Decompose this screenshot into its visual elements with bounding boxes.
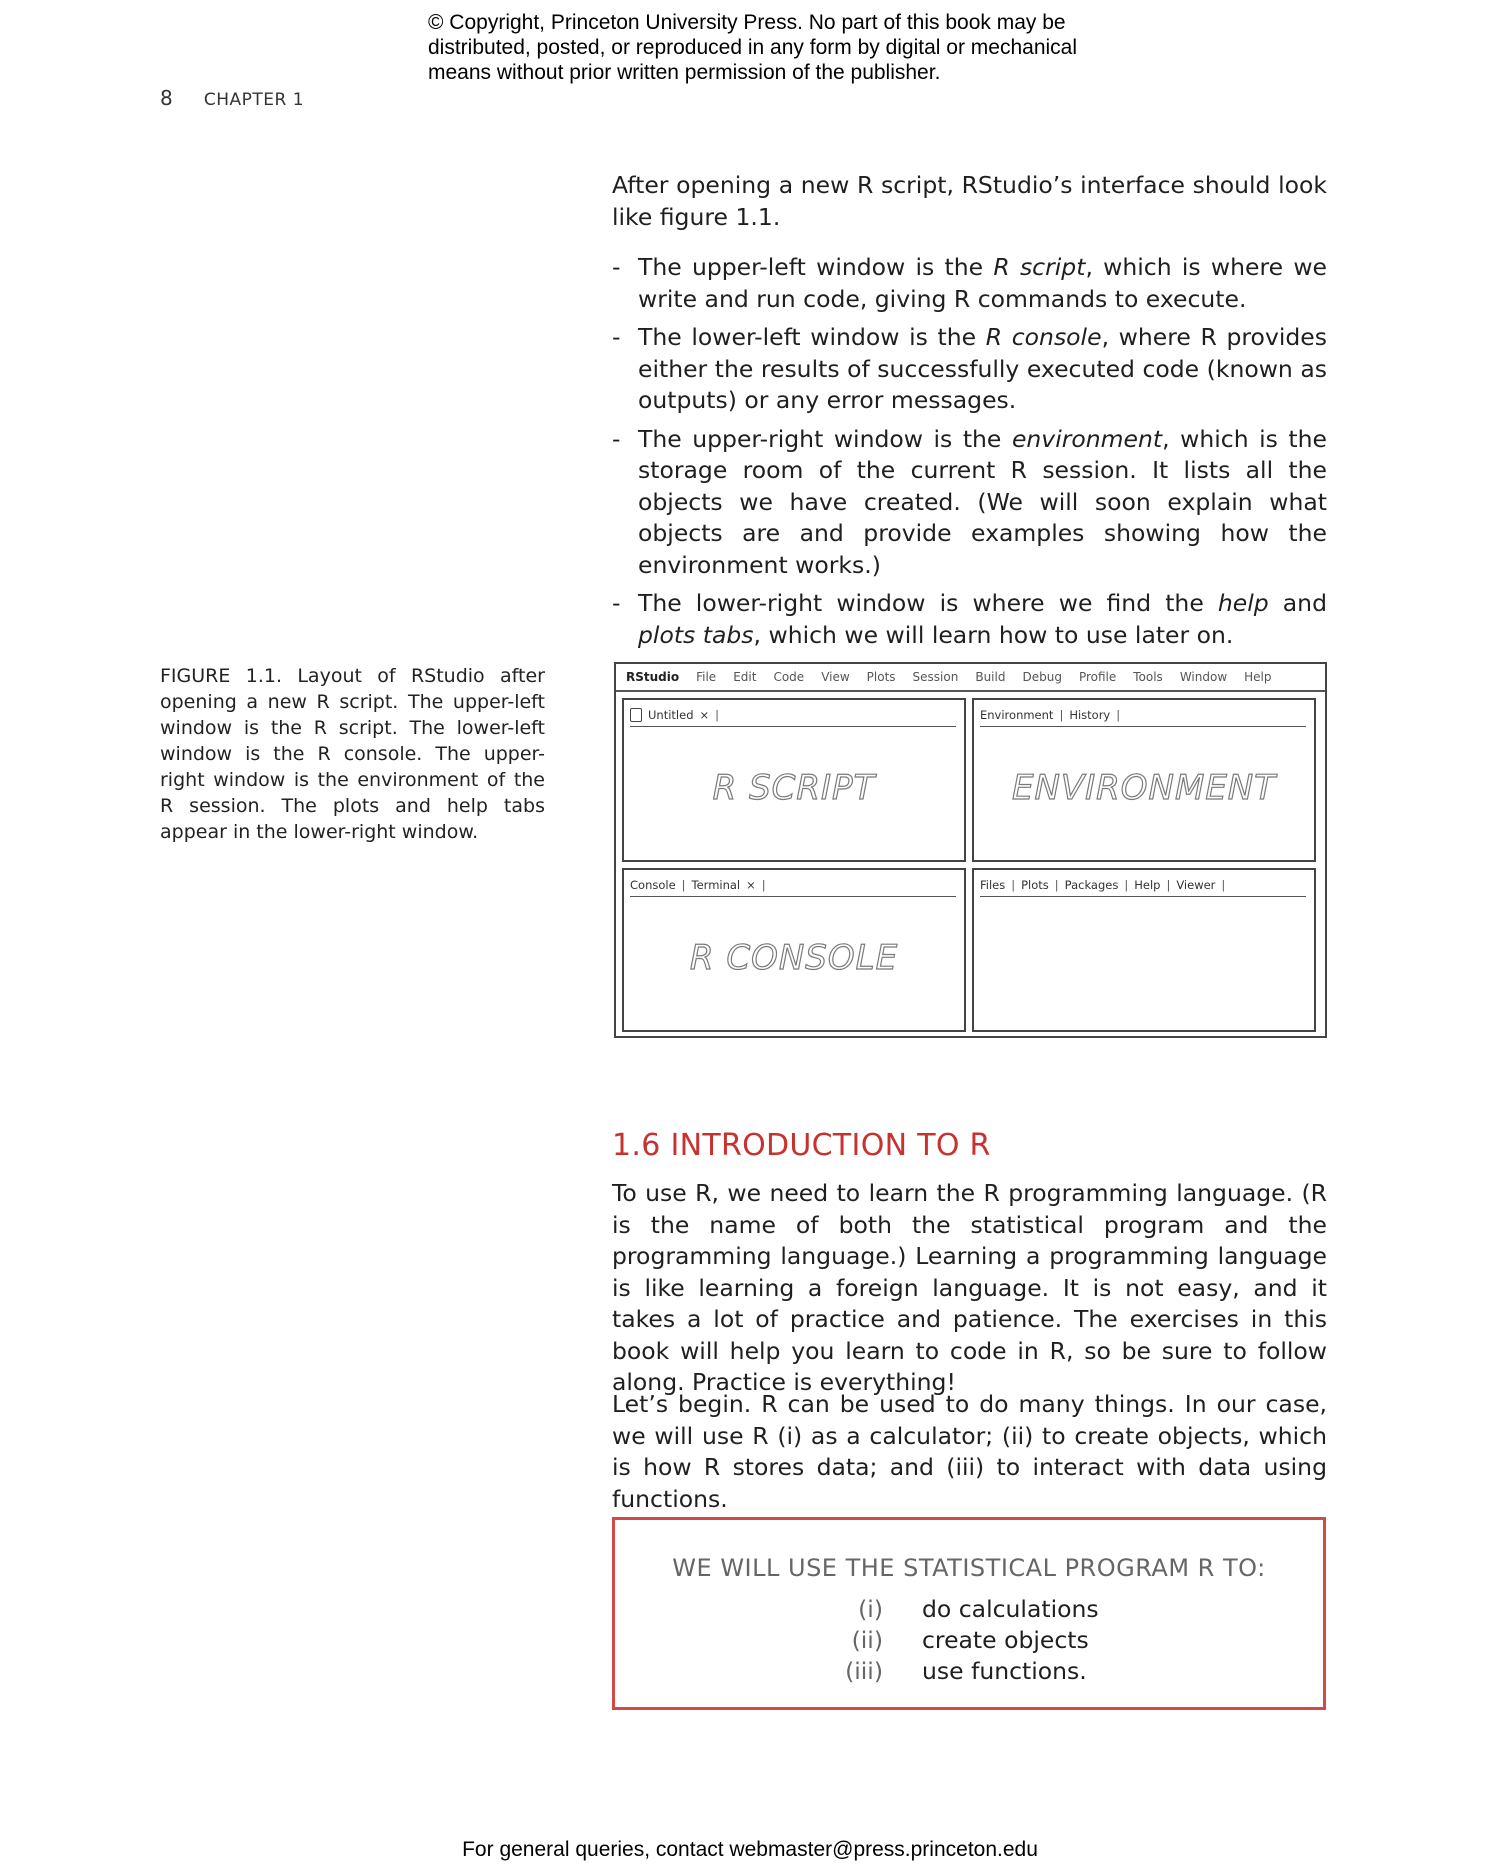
menu-item: Code <box>773 670 805 684</box>
copyright-line: © Copyright, Princeton University Press. No part of this book may be <box>428 11 1066 34</box>
tab-separator: | <box>1011 878 1016 892</box>
console-tabs <box>630 874 956 897</box>
copyright-line: distributed, posted, or reproduced in any form by digital or mechanical <box>428 36 1078 59</box>
menu-item: View <box>821 670 850 684</box>
menu-item: Help <box>1244 670 1272 684</box>
list-item: - The lower-right window is where we find the help and plots tabs, which we will learn how to use later on. <box>612 588 1327 651</box>
files-tabs <box>980 874 1306 897</box>
figure-caption: FIGURE 1.1. Layout of RStudio after opening a new R script. The upper-left window is the R script. The lower-left window is the R console. The upper-right window is the environment of the R session. The plots and help tabs appear in the lower-right window. <box>160 665 545 843</box>
tab-separator: | <box>1221 878 1226 892</box>
callout-heading: WE WILL USE THE STATISTICAL PROGRAM R TO: <box>672 1554 1266 1582</box>
menu-item: Edit <box>733 670 757 684</box>
console-pane <box>622 868 966 1032</box>
item-number: (ii) <box>851 1626 883 1654</box>
script-tabs <box>630 704 956 727</box>
rstudio-layout-figure <box>614 662 1327 1038</box>
close-icon: × <box>746 878 756 892</box>
close-icon: × <box>699 708 710 722</box>
tab-console: Console <box>630 878 676 892</box>
menu-item: Build <box>975 670 1006 684</box>
menu-brand: RStudio <box>626 670 680 684</box>
section-heading: 1.6 INTRODUCTION TO R <box>612 1128 991 1163</box>
item-number: (iii) <box>845 1657 883 1685</box>
list-item <box>615 1594 1323 1625</box>
menu-bar <box>616 664 1325 692</box>
tab-history: History <box>1069 708 1111 722</box>
list-item: - The upper-right window is the environment, which is the storage room of the current R session. It lists all the objects we have created. (We will soon explain what objects are and provide examples showing how the environment works.) <box>612 424 1327 582</box>
list-item: - The lower-left window is the R console, where R provides either the results of successfully executed code (known as outputs) or any error messages. <box>612 322 1327 417</box>
tab-packages: Packages <box>1064 878 1119 892</box>
intro-paragraph: After opening a new R script, RStudio’s interface should look like figure 1.1. <box>612 171 1327 231</box>
console-label: R CONSOLE <box>689 938 899 978</box>
menu-item: Debug <box>1022 670 1062 684</box>
tab-separator: | <box>1059 708 1064 722</box>
item-text: use functions. <box>922 1657 1087 1685</box>
page-number: 8 <box>160 86 173 110</box>
menu-item: File <box>696 670 717 684</box>
footer-contact: For general queries, contact webmaster@press.princeton.edu <box>462 1838 1038 1861</box>
script-pane <box>622 698 966 862</box>
copyright-notice <box>428 10 1128 85</box>
menu-item: Window <box>1179 670 1228 684</box>
tab-separator: | <box>761 878 766 892</box>
environment-pane <box>972 698 1316 862</box>
copyright-line: means without prior written permission of the publisher. <box>428 61 941 84</box>
tab-untitled: Untitled <box>648 708 694 722</box>
summary-callout-box <box>612 1517 1326 1710</box>
environment-label: ENVIRONMENT <box>1011 768 1277 808</box>
tab-separator: | <box>1166 878 1171 892</box>
tab-environment: Environment <box>980 708 1054 722</box>
menu-item: Plots <box>866 670 896 684</box>
menu-item: Profile <box>1078 670 1117 684</box>
tab-terminal: Terminal <box>691 878 741 892</box>
chapter-label: CHAPTER 1 <box>203 90 305 110</box>
environment-tabs <box>980 704 1306 727</box>
running-head <box>160 86 304 110</box>
files-pane <box>972 868 1316 1032</box>
tab-separator: | <box>1054 878 1059 892</box>
callout-list <box>615 1594 1323 1687</box>
tab-viewer: Viewer <box>1176 878 1216 892</box>
tab-separator: | <box>1116 708 1121 722</box>
section-paragraph: Let’s begin. R can be used to do many things. In our case, we will use R (i) as a calculator; (ii) to create objects, which is how R stores data; and (iii) to interact with data using functions. <box>612 1390 1327 1513</box>
item-text: create objects <box>922 1626 1089 1654</box>
tab-plots: Plots <box>1021 878 1049 892</box>
section-paragraph: To use R, we need to learn the R programming language. (R is the name of both the statistical program and the programming language.) Learning a programming language is like learning a foreign language. It is not easy, and it takes a lot of practice and patience. The exercises in this book will help you learn to code in R, so be sure to follow along. Practice is everything! <box>612 1179 1327 1396</box>
tab-help: Help <box>1134 878 1161 892</box>
list-item: - The upper-left window is the R script, which is where we write and run code, giving R commands to execute. <box>612 252 1327 315</box>
menu-item: Tools <box>1133 670 1163 684</box>
tab-separator: | <box>715 708 720 722</box>
menu-item: Session <box>912 670 959 684</box>
item-number: (i) <box>858 1595 883 1623</box>
tab-separator: | <box>1124 878 1129 892</box>
list-item <box>615 1625 1323 1656</box>
pane-description-list <box>612 252 1327 658</box>
document-icon <box>630 708 642 722</box>
tab-files: Files <box>980 878 1006 892</box>
script-label: R SCRIPT <box>712 768 876 808</box>
tab-separator: | <box>681 878 686 892</box>
item-text: do calculations <box>922 1595 1099 1623</box>
list-item <box>615 1656 1323 1687</box>
